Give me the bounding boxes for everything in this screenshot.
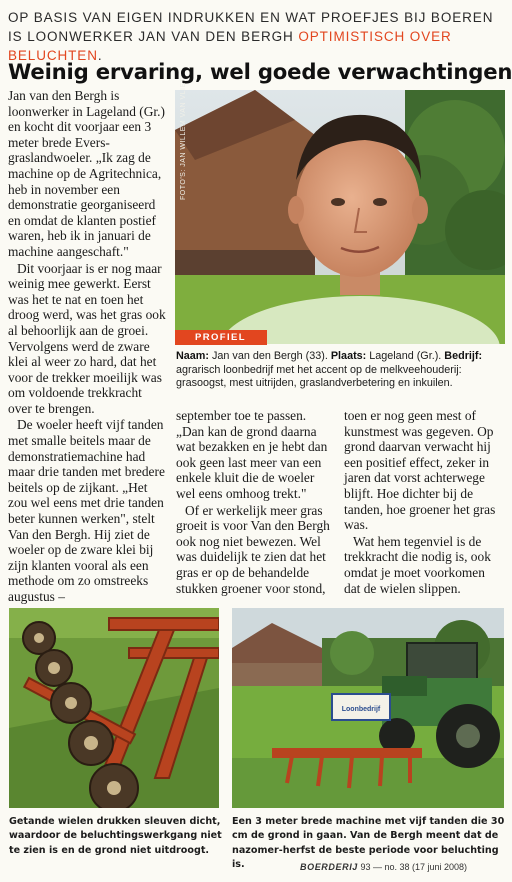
machine-sign-text: Loonbedrijf xyxy=(341,706,381,713)
profile-badge: PROFIEL xyxy=(175,330,267,345)
company-label: Bedrijf: xyxy=(444,350,483,362)
magazine-name: BOERDERIJ xyxy=(300,862,358,872)
page-footer xyxy=(300,862,467,872)
paragraph: Dit voorjaar is er nog maar weinig mee gewerkt. Eerst was het te nat en toen het droog werd, was het gras ook al behoorlijk aan de groei. Vervolgens werd de zware klei al weer zo hard, dat het voor de trekker moeilijk was om voldoende trekkracht over te brengen. xyxy=(8,260,166,416)
name-label: Naam: xyxy=(176,350,210,362)
photo-credit: FOTO'S: JAN WILLEM VAN VLIET xyxy=(180,77,187,200)
article-column-1 xyxy=(8,88,168,606)
name-value: Jan van den Bergh (33). xyxy=(212,350,328,362)
paragraph: september toe te passen. „Dan kan de grond daarna wat bezakken en je hebt dan ook geen last meer van een enkele kluit die de woeler wel eens omhoog trekt." xyxy=(176,408,328,501)
kicker-text: OP BASIS VAN EIGEN INDRUKKEN EN WAT PROEFJES BIJ BOEREN IS LOONWERKER JAN VAN DEN BERGH xyxy=(8,10,494,44)
place-value: Lageland (Gr.). xyxy=(369,350,442,362)
portrait-photo xyxy=(175,90,505,344)
paragraph: Jan van den Bergh is loonwerker in Lageland (Gr.) en kocht dit voorjaar een 3 meter brede Evers-graslandwoeler. „Ik zag de machine op de Agritechnica, heb in november een demonstratie georganiseerd en omdat de klanten postief waren, heb ik in januari de machine aangeschaft." xyxy=(8,88,165,259)
article-column-3 xyxy=(344,408,504,597)
place-label: Plaats: xyxy=(330,350,367,362)
paragraph: Of er werkelijk meer gras groeit is voor Van den Bergh ook nog niet bewezen. Wel was duidelijk te zien dat het gras er op de behandelde stukken groener voor stond, xyxy=(176,502,330,596)
article-column-2 xyxy=(176,408,336,597)
paragraph: toen er nog geen mest of kunstmest was gegeven. Op grond daarvan verwacht hij een positief effect, zeker in jaren dat vorst achterwege blijft. Hoe dichter bij de tanden, hoe groener het gras was. xyxy=(344,408,496,533)
paragraph: Wat hem tegenviel is de trekkracht die nodig is, ook omdat je moet voorkomen dat de wielen slippen. xyxy=(344,533,491,596)
tractor-photo xyxy=(232,608,504,808)
issue-info: 93 — no. 38 (17 juni 2008) xyxy=(360,862,468,872)
headline: Weinig ervaring, wel goede verwachtingen xyxy=(8,59,512,84)
kicker-end: . xyxy=(97,48,103,63)
tractor-caption: Een 3 meter brede machine met vijf tanden die 30 cm de grond in gaan. Van de Bergh meent dat de nazomer-herfst de beste periode voor beluchting is. xyxy=(232,816,505,870)
paragraph: De woeler heeft vijf tanden met smalle beitels maar de demonstratiemachine had maar drie tanden met bredere beitels op de zijkant. „Het zou wel eens met drie tanden beter kunnen werken", stelt Van den Bergh. Hij ziet de woeler op de zware klei bij zijn klanten vooral als een methode om zo omstreeks augustus – xyxy=(8,417,165,604)
kicker-accent: OPTIMISTISCH OVER BELUCHTEN xyxy=(8,29,452,63)
wheels-caption: Getande wielen drukken sleuven dicht, waardoor de beluchtingswerkgang niet te zien is en de grond niet uitdroogt. xyxy=(9,816,222,856)
profile-caption xyxy=(176,350,506,391)
company-value: agrarisch loonbedrijf met het accent op de melkveehouderij: grasoogst, mest uitrijden, graslandverbetering en inkuilen. xyxy=(176,363,462,389)
kicker xyxy=(8,8,502,65)
wheels-photo xyxy=(9,608,219,808)
